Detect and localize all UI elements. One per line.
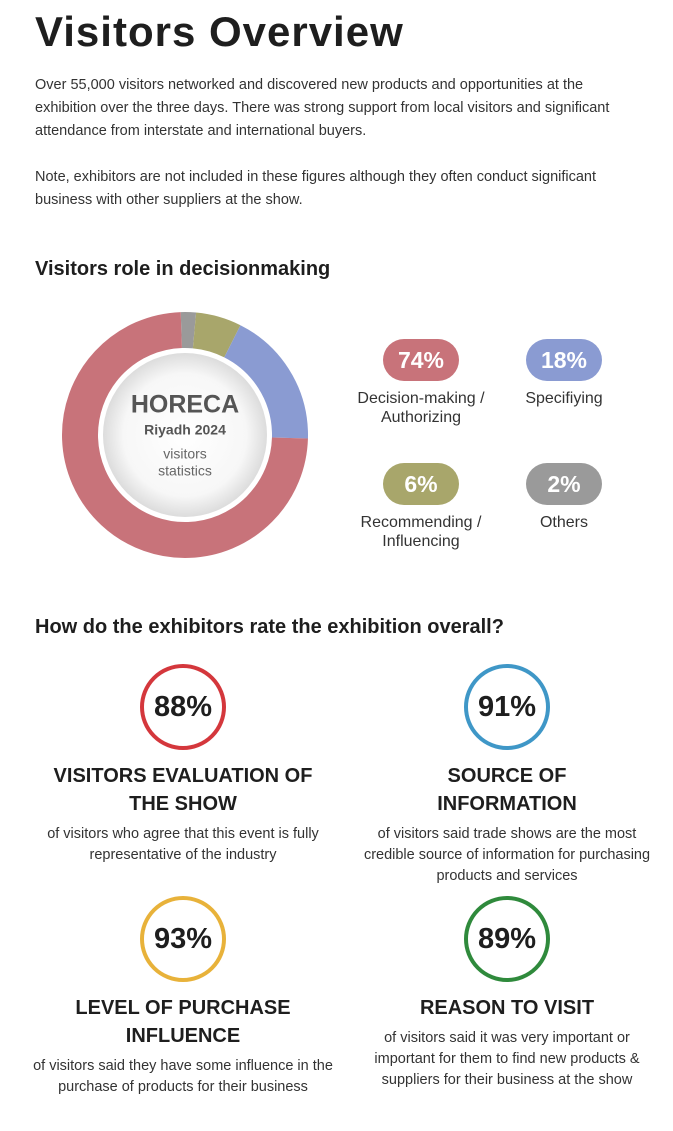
- donut-center-label: [110, 391, 260, 480]
- percentage-ring: 89%: [464, 896, 550, 982]
- stat-purchase-influence: [33, 896, 333, 1098]
- percentage-ring: 91%: [464, 664, 550, 750]
- event-edition: Riyadh 2024: [144, 421, 226, 438]
- stat-description: of visitors who agree that this event is fully representative of the industry: [47, 826, 319, 863]
- legend-specifying: [494, 339, 634, 408]
- ratings-section-heading: How do the exhibitors rate the exhibition overall?: [35, 616, 504, 638]
- percentage-ring: 88%: [140, 664, 226, 750]
- decision-section-heading: Visitors role in decisionmaking: [35, 258, 331, 280]
- legend-label: Specifiying: [525, 390, 603, 407]
- stat-title: VISITORS EVALUATION OF THE SHOW: [53, 765, 313, 815]
- legend-label: Recommending / Influencing: [360, 514, 482, 550]
- stat-description: of visitors said trade shows are the most credible source of information for purchasing products and services: [363, 826, 651, 884]
- legend-others: [494, 463, 634, 532]
- legend-recommending: [351, 463, 491, 551]
- legend-decision-making: [351, 339, 491, 427]
- stat-title: SOURCE OF INFORMATION: [437, 765, 577, 815]
- event-name: HORECA: [130, 390, 240, 419]
- legend-label: Others: [539, 514, 588, 531]
- legend-value-pill: 6%: [383, 463, 459, 505]
- donut-chart: [60, 310, 310, 560]
- stat-source-of-information: [357, 664, 657, 887]
- stat-title: LEVEL OF PURCHASE INFLUENCE: [75, 997, 291, 1047]
- legend-value-pill: 74%: [383, 339, 459, 381]
- stat-description: of visitors said they have some influence in the purchase of products for their business: [33, 1058, 333, 1095]
- intro-text: [35, 74, 635, 235]
- stat-visitors-evaluation: [33, 664, 333, 866]
- stat-title: REASON TO VISIT: [419, 997, 595, 1019]
- stat-reason-to-visit: [357, 896, 657, 1091]
- note-paragraph: Note, exhibitors are not included in these figures although they often conduct significant business with other suppliers at the show.: [35, 169, 597, 208]
- center-caption: visitors statistics: [158, 445, 212, 479]
- percentage-ring: 93%: [140, 896, 226, 982]
- legend-value-pill: 18%: [526, 339, 602, 381]
- intro-paragraph: Over 55,000 visitors networked and discovered new products and opportunities at the exhibition over the three days. There was strong support from local visitors and significant attendance from interstate and international buyers.: [35, 77, 610, 139]
- legend-label: Decision-making / Authorizing: [357, 390, 485, 426]
- stat-description: of visitors said it was very important or important for them to find new products & suppliers for their business at the show: [374, 1030, 640, 1088]
- page-title: Visitors Overview: [35, 8, 404, 55]
- legend-value-pill: 2%: [526, 463, 602, 505]
